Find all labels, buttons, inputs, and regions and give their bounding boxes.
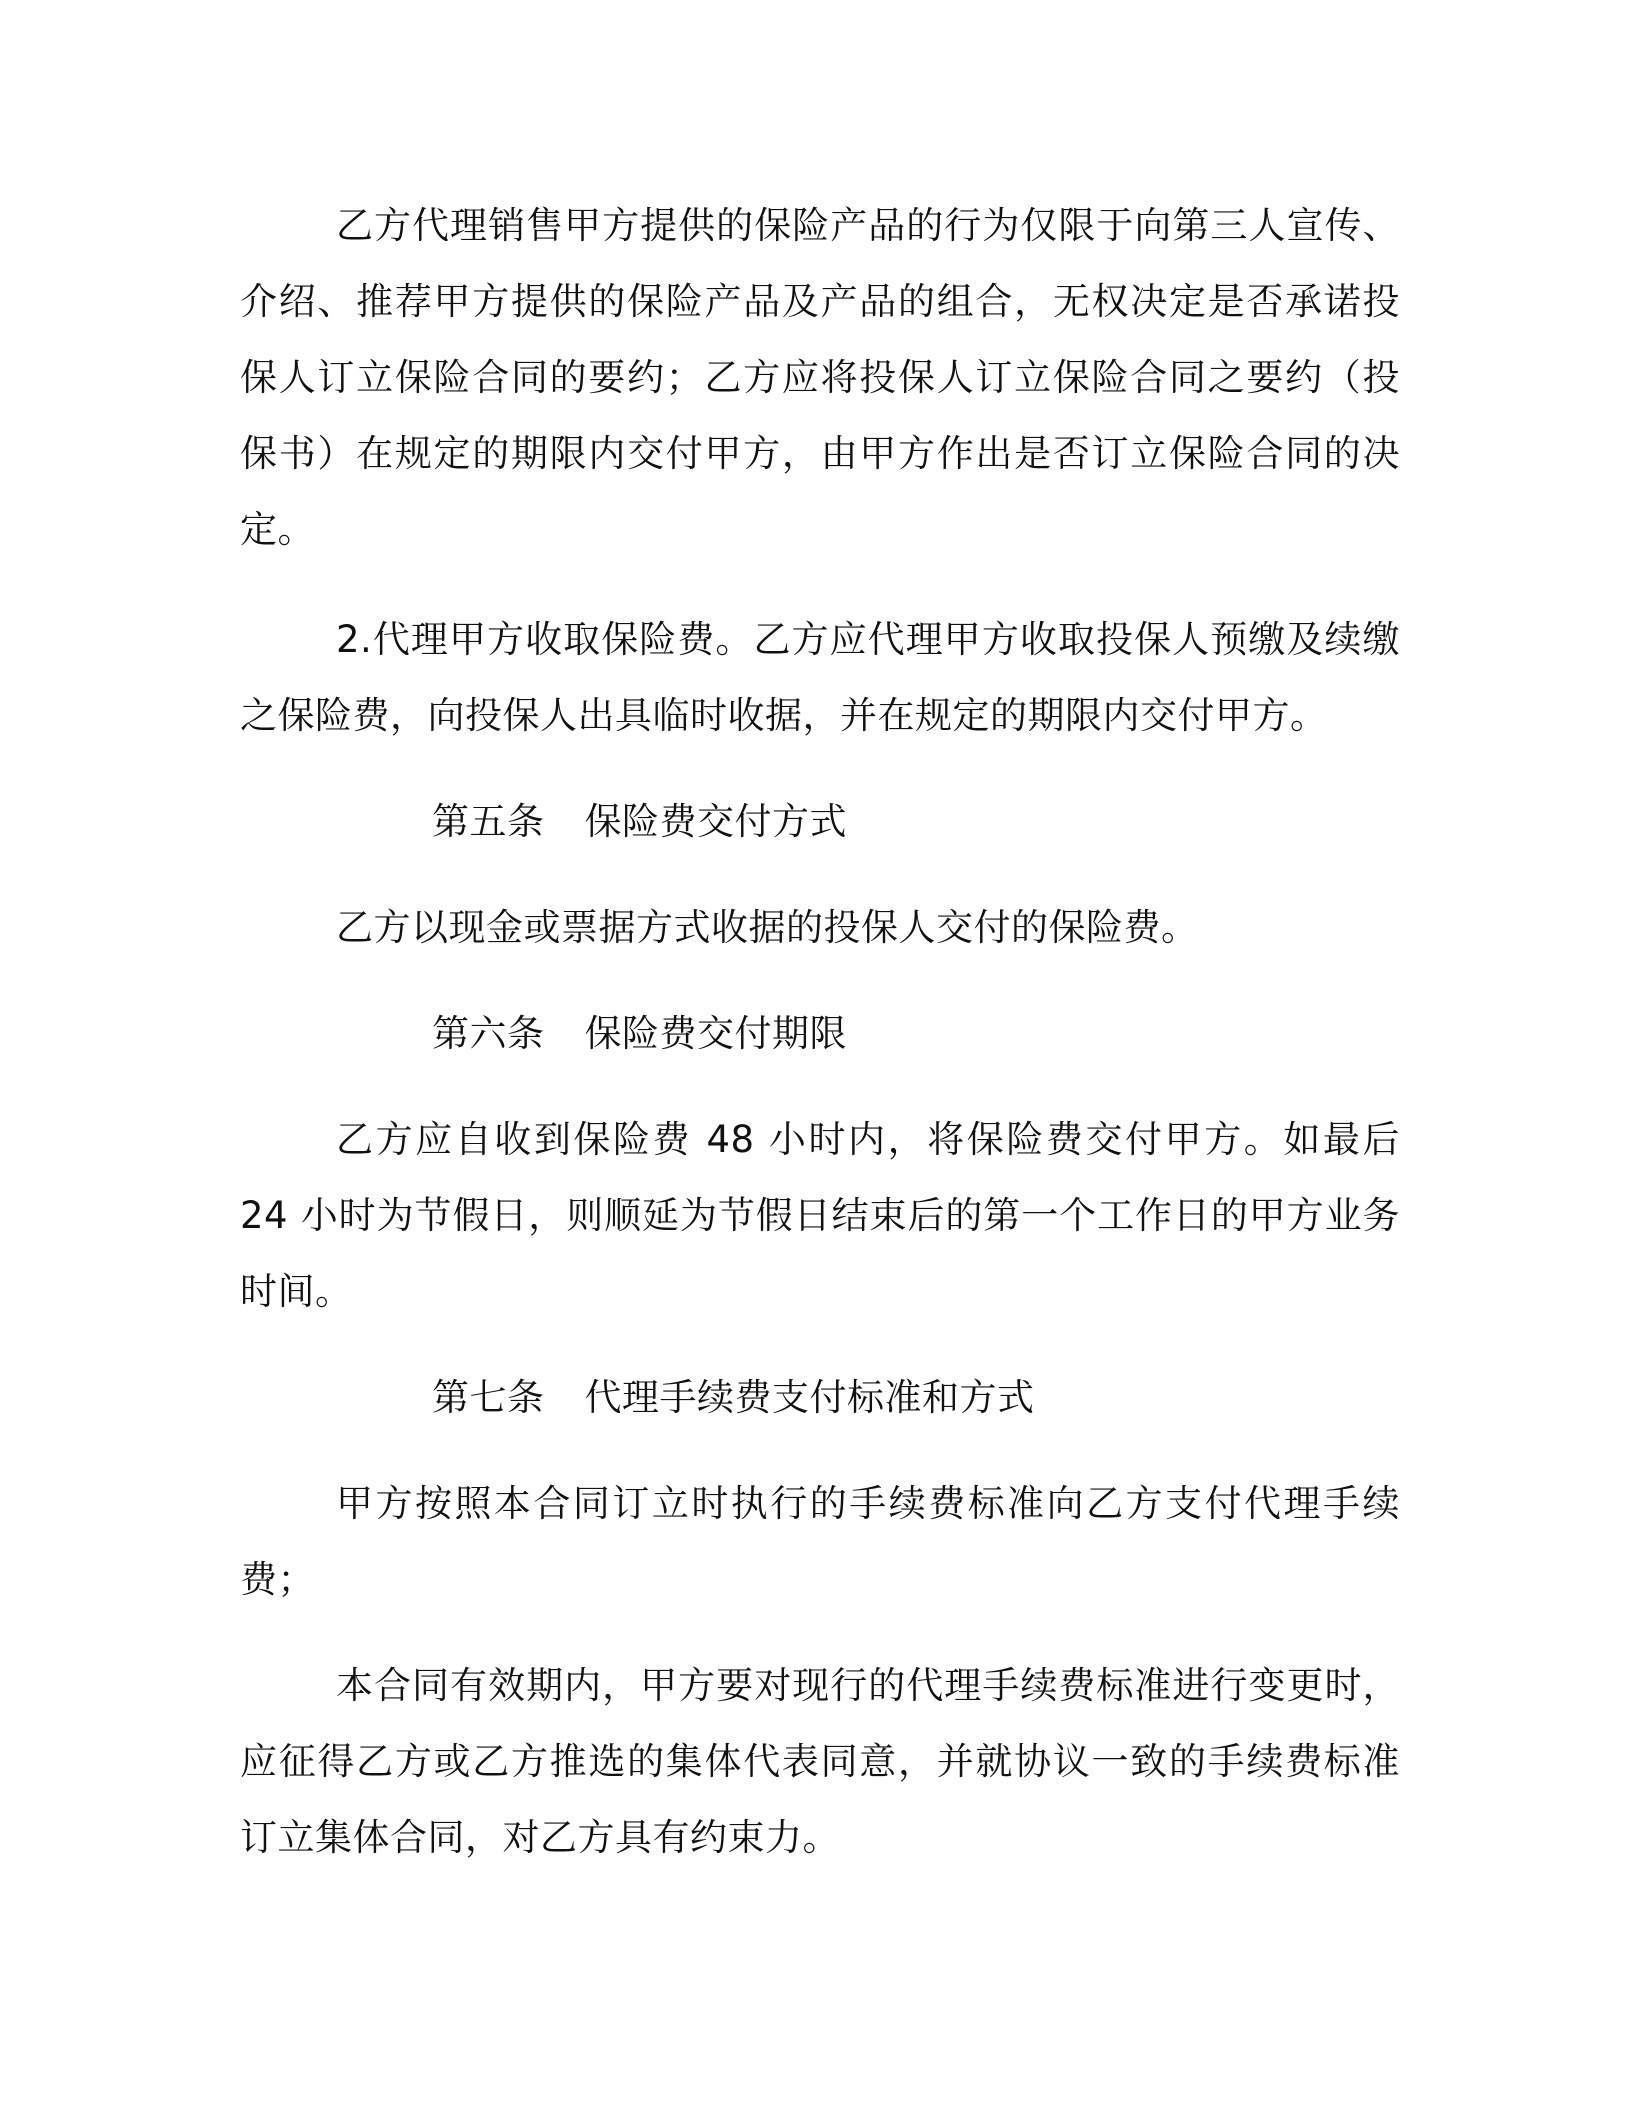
article-5-number: 第五条: [432, 800, 545, 843]
document-body: [240, 188, 1400, 1876]
article-7-title: 代理手续费支付标准和方式: [584, 1376, 1035, 1419]
article-7-body-2: 本合同有效期内，甲方要对现行的代理手续费标准进行变更时，应征得乙方或乙方推选的集体代表同意，并就协议一致的手续费标准订立集体合同，对乙方具有约束力。: [240, 1664, 1400, 1859]
article-7-number: 第七条: [432, 1376, 545, 1419]
article-5-body: 乙方以现金或票据方式收据的投保人交付的保险费。: [336, 906, 1199, 949]
article-5-title: 保险费交付方式: [584, 800, 847, 843]
article-6-number: 第六条: [432, 1012, 545, 1055]
article-6-title: 保险费交付期限: [584, 1012, 847, 1055]
article-6-heading: [240, 996, 1400, 1072]
article-7-body-1: 甲方按照本合同订立时执行的手续费标准向乙方支付代理手续费；: [240, 1482, 1400, 1601]
article-5-heading: [240, 784, 1400, 860]
paragraph-premium-collection: 2.代理甲方收取保险费。乙方应代理甲方收取投保人预缴及续缴之保险费，向投保人出具临时收据，并在规定的期限内交付甲方。: [240, 618, 1400, 737]
article-6-body: 乙方应自收到保险费 48 小时内，将保险费交付甲方。如最后 24 小时为节假日，则顺延为节假日结束后的第一个工作日的甲方业务时间。: [240, 1118, 1400, 1313]
article-7-heading: [240, 1360, 1400, 1436]
paragraph-sales-scope: 乙方代理销售甲方提供的保险产品的行为仅限于向第三人宣传、介绍、推荐甲方提供的保险产品及产品的组合，无权决定是否承诺投保人订立保险合同的要约；乙方应将投保人订立保险合同之要约（投保书）在规定的期限内交付甲方，由甲方作出是否订立保险合同的决定。: [240, 204, 1400, 551]
